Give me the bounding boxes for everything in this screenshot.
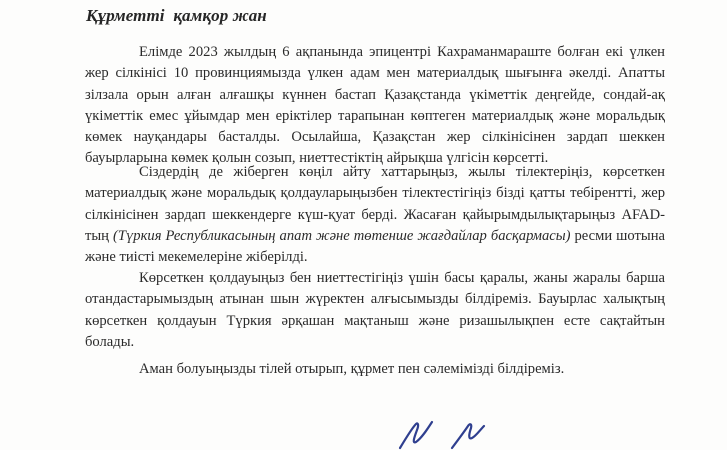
afad-full-name: (Түркия Республикасының апат және төтенше жағдайлар басқармасы) [113, 227, 571, 244]
signature-stroke-1 [400, 422, 432, 448]
paragraph-1-text: Елімде 2023 жылдың 6 ақпанында эпицентрі Кахраманмараште болған екі үлкен жер сілкінісі 10 провинциямызда үлкен адам мен материалдық шығынға әкелді. Апатты зілзала орын алған алғашқы күннен бастап Қазақстанда үкіметтік деңгейде, сондай-ақ үкіметтік емес ұйымдар мен еріктілер тарапынан көптеген материалдық және моральдық көмек науқандары басталды. Осылайша, Қазақстан жер сілкінісінен зардап шеккен бауырларына көмек қолын созып, ниеттестіктің айрықша үлгісін көрсетті. [85, 44, 665, 167]
signature-stroke-2 [452, 424, 484, 448]
paragraph-3 [85, 268, 665, 353]
paragraph-2-text-end: ресми шотына және тиісті мекемелеріне жіберілді. [85, 227, 665, 266]
handwritten-signature [392, 412, 532, 450]
paragraph-1 [85, 42, 665, 170]
salutation: Құрметті қамқор жан [86, 6, 267, 25]
paragraph-4-text: Аман болуыңызды тілей отырып, құрмет пен сәлемімізді білдіреміз. [139, 361, 565, 377]
paragraph-2-text-start: Сіздердің де жіберген көңіл айту хаттарыңыз, жылы тілектеріңіз, көрсеткен материалдық және моральдық қолдауларыңызбен тілектестігіңіз бізді қатты тебірентті, жер сілкінісінен зардап шеккендерге күш-қуат берді. Жасаған қайырымдылықтарыңыз AFAD-тың [85, 164, 665, 244]
paragraph-4 [85, 359, 665, 380]
paragraph-2 [85, 162, 665, 268]
paragraph-3-text: Көрсеткен қолдауыңыз бен ниеттестігіңіз үшін басы қаралы, жаны жаралы барша отандастарымыздың атынан шын жүректен алғысымызды білдіреміз. Бауырлас халықтың көрсеткен қолдауын Түркия әрқашан мақтаныш және ризашылықпен есте сақтайтын болады. [85, 270, 665, 350]
